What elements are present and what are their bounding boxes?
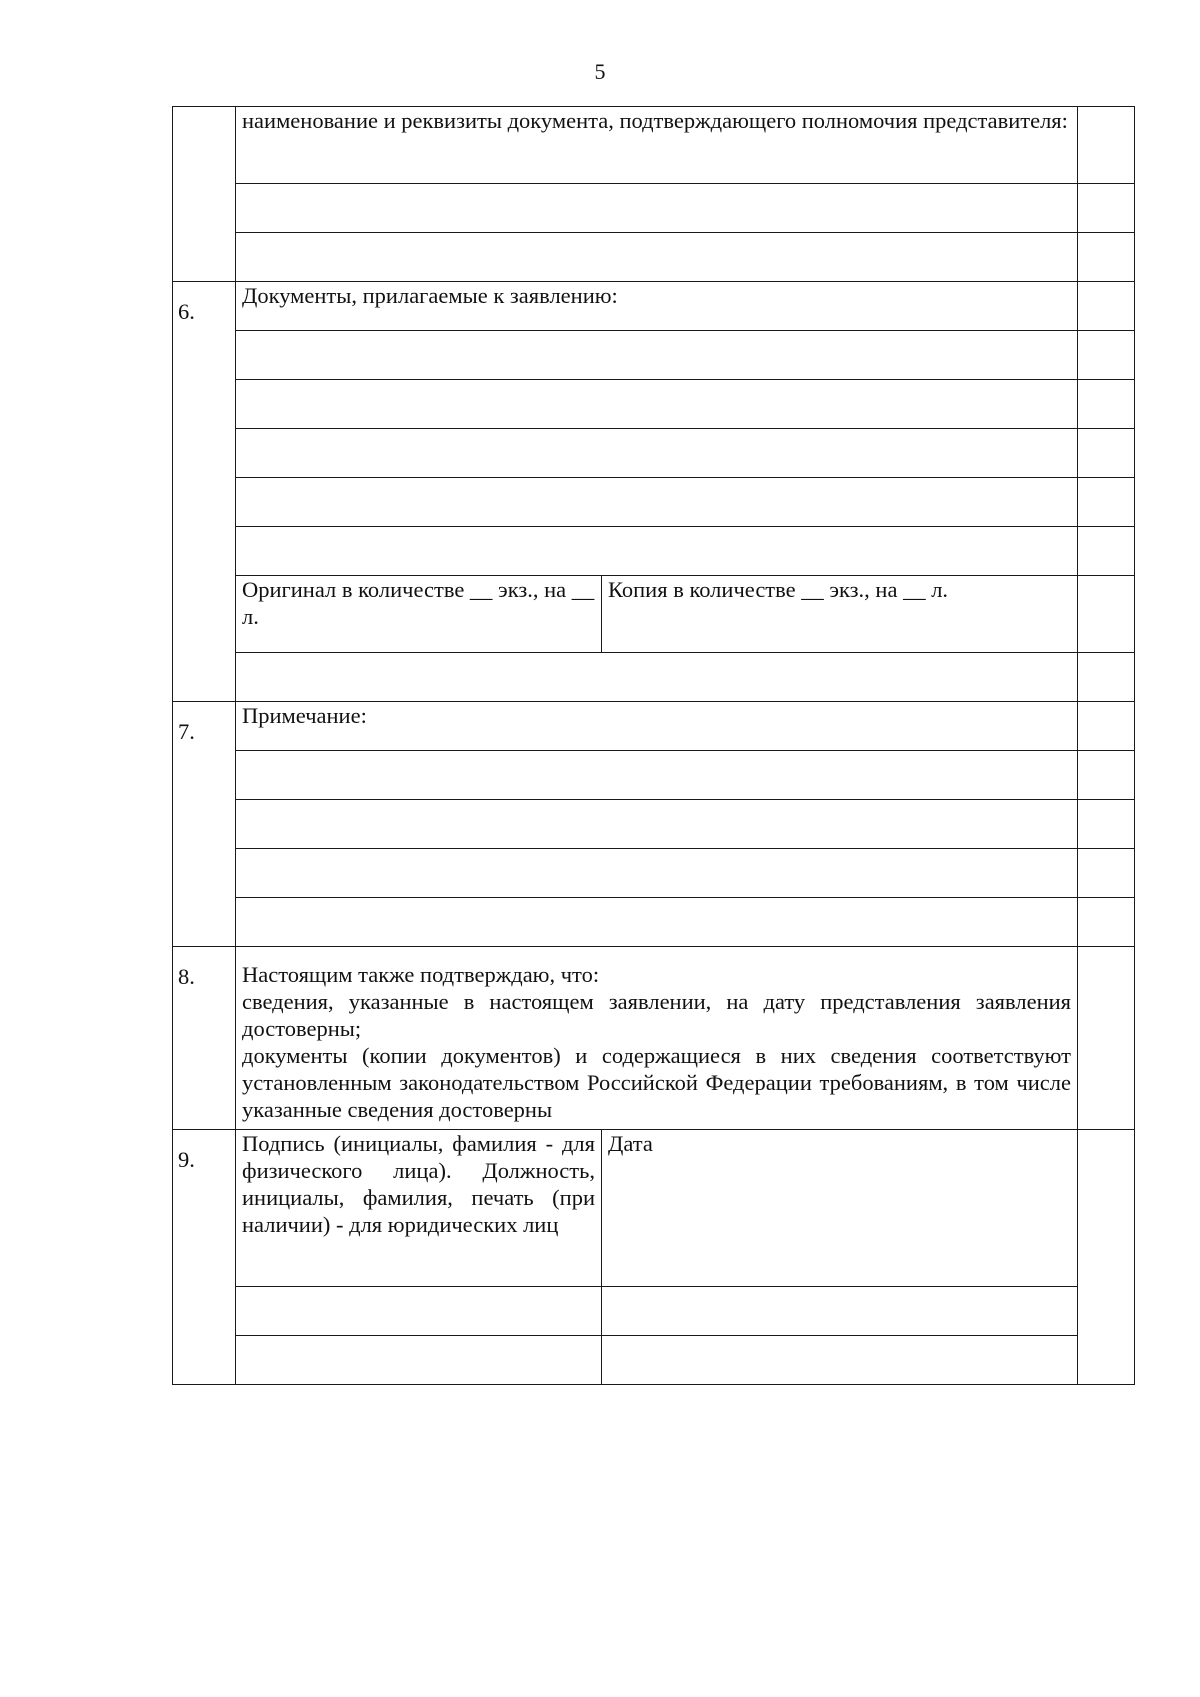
confirmation-cell <box>236 947 1078 1130</box>
date-label-cell <box>602 1130 1078 1287</box>
note-field[interactable] <box>236 849 1078 898</box>
side-cell <box>1078 702 1135 751</box>
date-label: Дата <box>608 1131 653 1156</box>
date-field[interactable] <box>602 1336 1078 1385</box>
note-label: Примечание: <box>236 702 1078 751</box>
side-cell <box>1078 800 1135 849</box>
section-9-number: 9. <box>173 1130 236 1385</box>
side-cell <box>1078 478 1135 527</box>
attached-document-field[interactable] <box>236 331 1078 380</box>
representative-document-label: наименование и реквизиты документа, подтверждающего полномочия представителя: <box>242 108 1068 133</box>
representative-document-field[interactable] <box>236 233 1078 282</box>
confirmation-heading: Настоящим также подтверждаю, что: <box>242 962 600 987</box>
confirmation-statement-2: документы (копии документов) и содержащиеся в них сведения соответствуют установленным законодательством Российской Федерации требованиям, в том числе указанные сведения достоверны <box>242 1043 1072 1122</box>
side-cell <box>1078 898 1135 947</box>
note-field[interactable] <box>236 898 1078 947</box>
side-cell <box>1078 282 1135 331</box>
side-cell <box>1078 849 1135 898</box>
side-cell <box>1078 331 1135 380</box>
copy-count-label: Копия в количестве __ экз., на __ л. <box>608 577 949 602</box>
section-5-number-cell <box>173 107 236 282</box>
section-6-number: 6. <box>173 282 236 702</box>
application-form-table <box>172 106 1135 1385</box>
attached-document-field[interactable] <box>236 429 1078 478</box>
side-cell <box>1078 947 1135 1130</box>
note-field[interactable] <box>236 751 1078 800</box>
attached-document-field[interactable] <box>236 653 1078 702</box>
section-5-label-cell <box>236 107 1078 184</box>
side-cell <box>1078 751 1135 800</box>
date-field[interactable] <box>602 1287 1078 1336</box>
side-cell <box>1078 107 1135 184</box>
representative-document-field[interactable] <box>236 184 1078 233</box>
signature-field[interactable] <box>236 1336 602 1385</box>
original-count-label: Оригинал в количестве __ экз., на __ л. <box>242 577 595 629</box>
confirmation-statement-1: сведения, указанные в настоящем заявлении, на дату представления заявления достоверны; <box>242 989 1072 1041</box>
signature-label: Подпись (инициалы, фамилия - для физического лица). Должность, инициалы, фамилия, печать (при наличии) - для юридических лиц <box>242 1131 595 1237</box>
side-cell <box>1078 1130 1135 1385</box>
original-count-cell[interactable] <box>236 576 602 653</box>
note-field[interactable] <box>236 800 1078 849</box>
attached-documents-label: Документы, прилагаемые к заявлению: <box>236 282 1078 331</box>
section-7-number: 7. <box>173 702 236 947</box>
side-cell <box>1078 233 1135 282</box>
attached-document-field[interactable] <box>236 380 1078 429</box>
side-cell <box>1078 184 1135 233</box>
side-cell <box>1078 527 1135 576</box>
side-cell <box>1078 429 1135 478</box>
side-cell <box>1078 653 1135 702</box>
attached-document-field[interactable] <box>236 478 1078 527</box>
side-cell <box>1078 380 1135 429</box>
section-8-number: 8. <box>173 947 236 1130</box>
signature-field[interactable] <box>236 1287 602 1336</box>
copy-count-cell[interactable] <box>602 576 1078 653</box>
attached-document-field[interactable] <box>236 527 1078 576</box>
signature-label-cell <box>236 1130 602 1287</box>
side-cell <box>1078 576 1135 653</box>
page-number: 5 <box>594 59 606 84</box>
